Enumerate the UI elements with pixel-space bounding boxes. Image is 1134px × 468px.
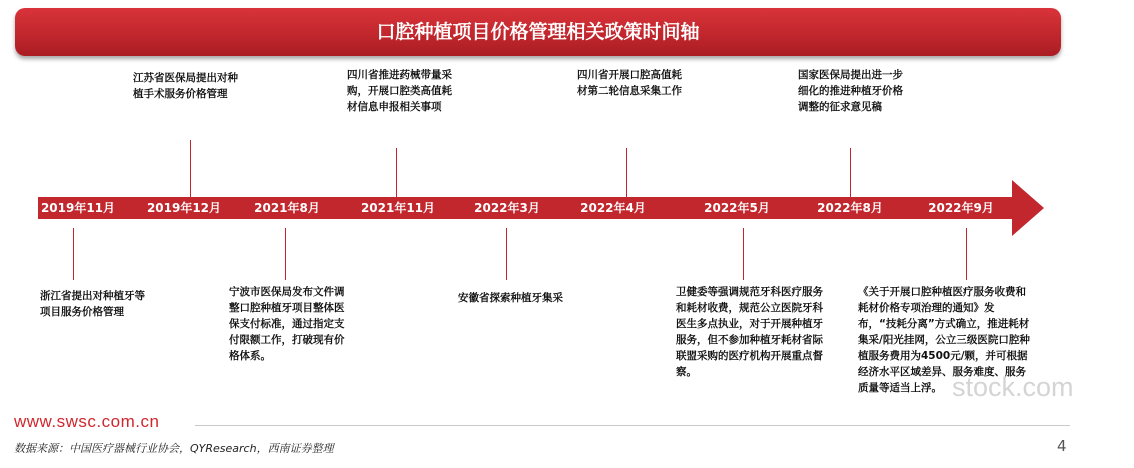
- event-annotation: 四川省开展口腔高值耗材第二轮信息采集工作: [577, 69, 682, 97]
- timeline-date: 2022年4月: [580, 201, 646, 215]
- timeline-date: 2022年5月: [704, 201, 770, 215]
- connector-line: [73, 228, 74, 280]
- timeline-date: 2022年3月: [474, 201, 540, 215]
- connector-line: [190, 140, 191, 197]
- event-annotation: 宁波市医保局发布文件调整口腔种植牙项目整体医保支付标准，通过指定支付限额工作，打破现有价格体系。: [229, 286, 345, 362]
- timeline-date: 2021年8月: [254, 201, 320, 215]
- connector-line: [506, 228, 507, 280]
- event-annotation: 卫健委等强调规范牙科医疗服务和耗材收费，规范公立医院牙科医生多点执业，对于开展种植牙服务，但不参加种植牙耗材省际联盟采购的医疗机构开展重点督察。: [676, 286, 823, 378]
- timeline-date: 2022年9月: [928, 201, 994, 215]
- footer-divider: [195, 425, 1070, 426]
- title-banner: [15, 8, 1061, 56]
- data-source: 数据来源：中国医疗器械行业协会，QYResearch，西南证券整理: [14, 442, 334, 455]
- connector-line: [626, 148, 627, 197]
- event-annotation: 江苏省医保局提出对种植手术服务价格管理: [133, 72, 238, 100]
- event-annotation: 四川省推进药械带量采购，开展口腔类高值耗材信息申报相关事项: [347, 69, 452, 113]
- page-number: 4: [1057, 437, 1067, 455]
- timeline-date: 2022年8月: [817, 201, 883, 215]
- event-annotation: 国家医保局提出进一步细化的推进种植牙价格调整的征求意见稿: [798, 69, 903, 113]
- event-annotation: 《关于开展口腔种植医疗服务收费和耗材价格专项治理的通知》发布，“技耗分离”方式确立，推进耗材集采/阳光挂网，公立三级医院口腔种植服务费用为4500元/颗，并可根据经济水平区域差异、服务难度、服务质量等适当上浮。: [858, 286, 1030, 394]
- connector-line: [743, 228, 744, 280]
- connector-line: [285, 228, 286, 280]
- event-annotation: 安徽省探索种植牙集采: [458, 292, 563, 304]
- timeline-date: 2019年12月: [146, 201, 222, 215]
- connector-line: [396, 148, 397, 197]
- watermark: stock.com: [952, 372, 1074, 402]
- connector-line: [966, 228, 967, 280]
- connector-line: [850, 148, 851, 197]
- page-title: 口腔种植项目价格管理相关政策时间轴: [376, 21, 700, 43]
- website-link[interactable]: www.swsc.com.cn: [14, 412, 160, 431]
- timeline-date: 2019年11月: [40, 201, 116, 215]
- event-annotation: 浙江省提出对种植牙等项目服务价格管理: [40, 290, 145, 318]
- timeline-date: 2021年11月: [360, 201, 436, 215]
